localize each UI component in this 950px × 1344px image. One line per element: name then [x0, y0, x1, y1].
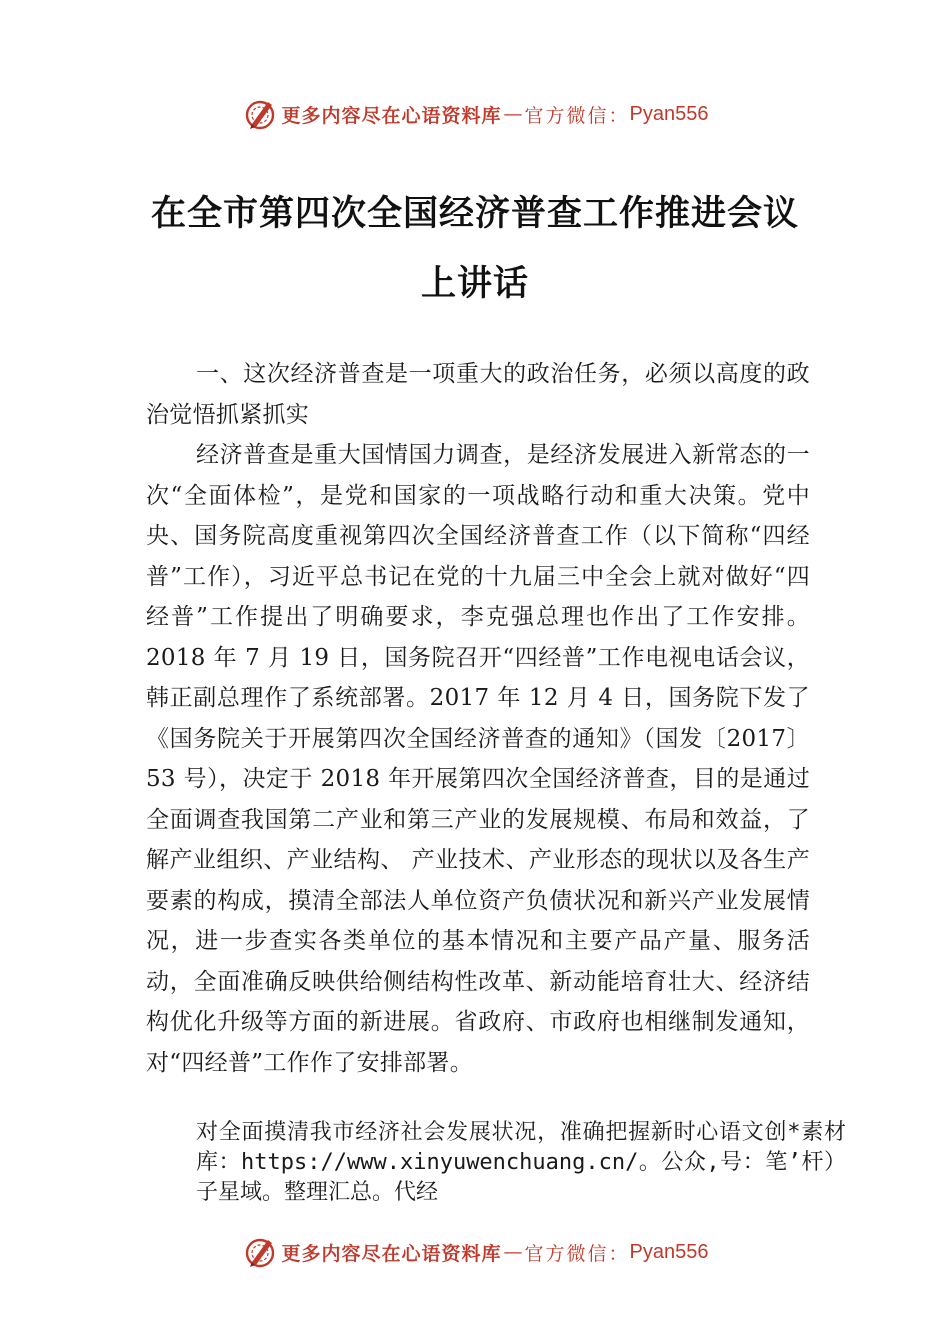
banner-wechat-label: 官方微信：	[524, 1242, 630, 1265]
banner-separator: —	[503, 1241, 523, 1263]
body-paragraph: 经济普查是重大国情国力调查，是经济发展进入新常态的一次“全面体检”，是党和国家的一项战略行动和重大决策。党中央、国务院高度重视第四次全国经济普查工作（以下简称“四经普”工作），习近平总书记在党的十九届三中全会上就对做好“四经普”工作提出了明确要求，李克强总理也作出了工作安排。2018 年 7 月 19 日，国务院召开“四经普”工作电视电话会议，韩正副总理作了系统部署。2017 年 12 月 4 日，国务院下发了《国务院关于开展第四次全国经济普查的通知》（国发〔2017〕53 号），决定于 2018 年开展第四次全国经济普查，目的是通过全面调查我国第二产业和第三产业的发展规模、布局和效益，了解产业组织、产业结构、 产业技术、产业形态的现状以及各生产要素的构成，摸清全部法人单位资产负债状况和新兴产业发展情况，进一步查实各类单位的基本情况和主要产品产量、服务活动，全面准确反映供给侧结构性改革、新动能培育壮大、经济结构优化升级等方面的新进展。省政府、市政府也相继制发通知，对“四经普”工作作了安排部署。	[146, 442, 810, 1076]
banner-brand-text: 更多内容尽在心语资料库	[281, 104, 502, 127]
header-banner	[0, 94, 950, 134]
section-heading: 一、这次经济普查是一项重大的政治任务，必须以高度的政治觉悟抓紧抓实	[146, 361, 810, 428]
banner-brand-text: 更多内容尽在心语资料库	[281, 1242, 502, 1265]
banner-wechat-id: Pyan556	[629, 1240, 709, 1263]
pen-nib-logo-icon	[242, 1234, 278, 1270]
banner-wechat-label: 官方微信：	[524, 104, 630, 127]
footer-banner	[0, 1232, 950, 1272]
document-title-line-1: 在全市第四次全国经济普查工作推进会议	[150, 194, 799, 234]
pen-nib-logo-icon	[242, 96, 278, 132]
watermark-paragraph: 对全面摸清我市经济社会发展状况，准确把握新时心语文创*素材库：https://www.xinyuwenchuang.cn/。公众,号：笔’杆）子星域。整理汇总。代经	[196, 1120, 846, 1205]
banner-separator: —	[503, 103, 523, 125]
document-title-line-2: 上讲话	[420, 264, 529, 304]
banner-wechat-id: Pyan556	[629, 102, 709, 125]
document-body	[146, 354, 846, 1205]
